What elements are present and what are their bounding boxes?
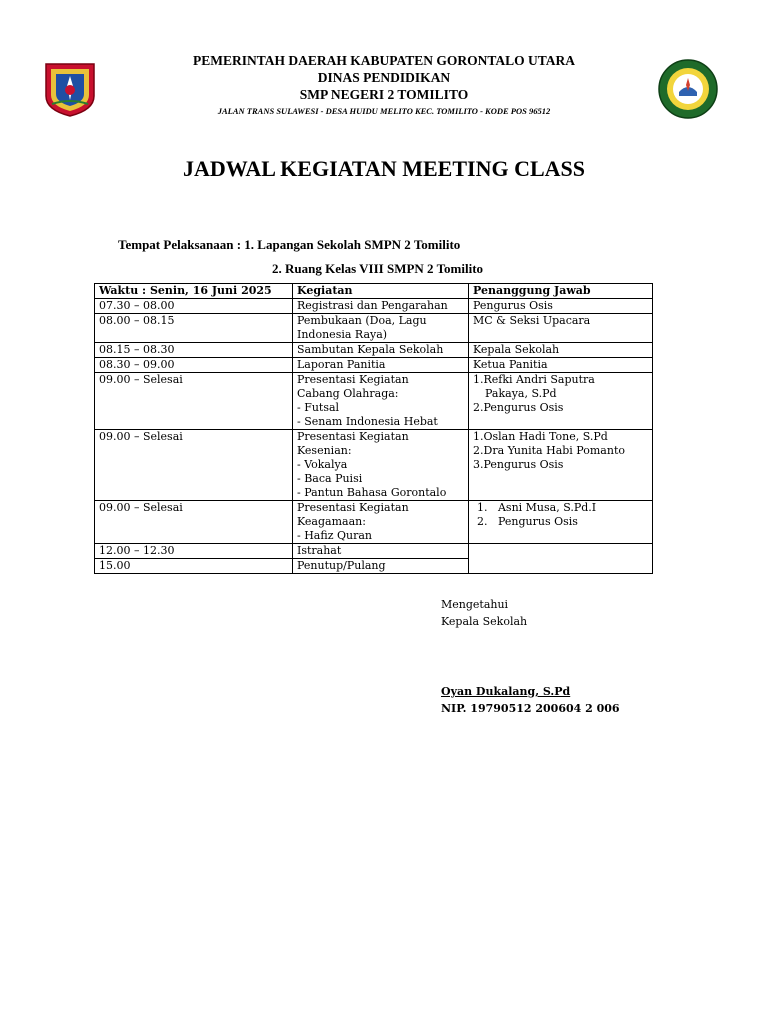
pic-line: 2.Dra Yunita Habi Pomanto xyxy=(473,444,625,457)
activity-line: - Hafiz Quran xyxy=(297,529,372,542)
pic-line: 1.Oslan Hadi Tone, S.Pd xyxy=(473,430,608,443)
pic-cell xyxy=(469,343,653,358)
pic-line: 3.Pengurus Osis xyxy=(473,458,564,471)
principal-title: Kepala Sekolah xyxy=(441,615,528,628)
table-row xyxy=(95,501,653,544)
activity-cell xyxy=(293,358,469,373)
activity-line: Sambutan Kepala Sekolah xyxy=(297,343,444,356)
activity-line: - Pantun Bahasa Gorontalo xyxy=(297,486,447,499)
pic-cell xyxy=(469,373,653,430)
school-address: JALAN TRANS SULAWESI - DESA HUIDU MELITO KEC. TOMILITO - KODE POS 96512 xyxy=(217,106,551,116)
principal-nip: NIP. 19790512 200604 2 006 xyxy=(441,702,620,715)
principal-name: Oyan Dukalang, S.Pd xyxy=(441,685,571,698)
acknowledgement-label: Mengetahui xyxy=(441,598,509,611)
pic-line: Pengurus Osis xyxy=(473,299,553,312)
time-cell: 12.00 – 12.30 xyxy=(95,544,293,559)
pic-line: MC & Seksi Upacara xyxy=(473,314,591,327)
table-row xyxy=(95,314,653,343)
pic-line: 1.Refki Andri Saputra xyxy=(473,373,595,386)
activity-line: - Baca Puisi xyxy=(297,472,363,485)
activity-cell xyxy=(293,314,469,343)
pic-line: 2.Pengurus Osis xyxy=(473,401,564,414)
time-cell: 08.00 – 08.15 xyxy=(95,314,293,343)
activity-line: Istrahat xyxy=(297,544,342,557)
venue-line-1: Tempat Pelaksanaan : 1. Lapangan Sekolah SMPN 2 Tomilito xyxy=(118,237,461,252)
time-cell: 08.30 – 09.00 xyxy=(95,358,293,373)
table-row xyxy=(95,430,653,501)
activity-cell xyxy=(293,559,469,574)
activity-line: - Futsal xyxy=(297,401,340,414)
activity-line: Kesenian: xyxy=(297,444,352,457)
activity-line: Indonesia Raya) xyxy=(297,328,388,341)
table-row xyxy=(95,373,653,430)
activity-cell xyxy=(293,343,469,358)
activity-line: Presentasi Kegiatan xyxy=(297,430,409,443)
pic-cell xyxy=(469,358,653,373)
time-cell: 09.00 – Selesai xyxy=(95,373,293,430)
activity-line: - Vokalya xyxy=(297,458,348,471)
pic-line: 2. Pengurus Osis xyxy=(477,515,578,528)
activity-line: Laporan Panitia xyxy=(297,358,386,371)
table-row xyxy=(95,358,653,373)
header-time: Waktu : Senin, 16 Juni 2025 xyxy=(95,284,293,299)
header-activity: Kegiatan xyxy=(293,284,469,299)
activity-cell xyxy=(293,373,469,430)
table-row xyxy=(95,343,653,358)
pic-cell xyxy=(469,501,653,544)
department-heading: DINAS PENDIDIKAN xyxy=(317,70,451,85)
activity-cell xyxy=(293,299,469,314)
time-cell: 07.30 – 08.00 xyxy=(95,299,293,314)
schedule-table xyxy=(94,283,653,574)
pic-line: Kepala Sekolah xyxy=(473,343,560,356)
activity-cell xyxy=(293,544,469,559)
activity-line: Presentasi Kegiatan xyxy=(297,373,409,386)
time-cell: 15.00 xyxy=(95,559,293,574)
activity-line: Cabang Olahraga: xyxy=(297,387,399,400)
pic-cell xyxy=(469,299,653,314)
activity-line: Registrasi dan Pengarahan xyxy=(297,299,448,312)
pic-line: Pakaya, S.Pd xyxy=(485,387,557,400)
time-cell: 09.00 – Selesai xyxy=(95,430,293,501)
activity-line: Pembukaan (Doa, Lagu xyxy=(297,314,427,327)
venue-line-2: 2. Ruang Kelas VIII SMPN 2 Tomilito xyxy=(272,261,484,276)
pic-cell-empty xyxy=(469,544,653,574)
government-heading: PEMERINTAH DAERAH KABUPATEN GORONTALO UTARA xyxy=(192,53,575,68)
activity-line: - Senam Indonesia Hebat xyxy=(297,415,438,428)
table-row xyxy=(95,299,653,314)
pic-line: 1. Asni Musa, S.Pd.I xyxy=(477,501,597,514)
document-title: JADWAL KEGIATAN MEETING CLASS xyxy=(183,156,585,181)
pic-cell xyxy=(469,430,653,501)
activity-line: Keagamaan: xyxy=(297,515,366,528)
activity-cell xyxy=(293,501,469,544)
pic-cell xyxy=(469,314,653,343)
pic-line: Ketua Panitia xyxy=(473,358,548,371)
activity-line: Penutup/Pulang xyxy=(297,559,386,572)
table-header-row xyxy=(95,284,653,299)
activity-line: Presentasi Kegiatan xyxy=(297,501,409,514)
table-row xyxy=(95,544,653,559)
activity-cell xyxy=(293,430,469,501)
header-person-in-charge: Penanggung Jawab xyxy=(469,284,653,299)
time-cell: 08.15 – 08.30 xyxy=(95,343,293,358)
time-cell: 09.00 – Selesai xyxy=(95,501,293,544)
school-heading: SMP NEGERI 2 TOMILITO xyxy=(299,87,469,102)
